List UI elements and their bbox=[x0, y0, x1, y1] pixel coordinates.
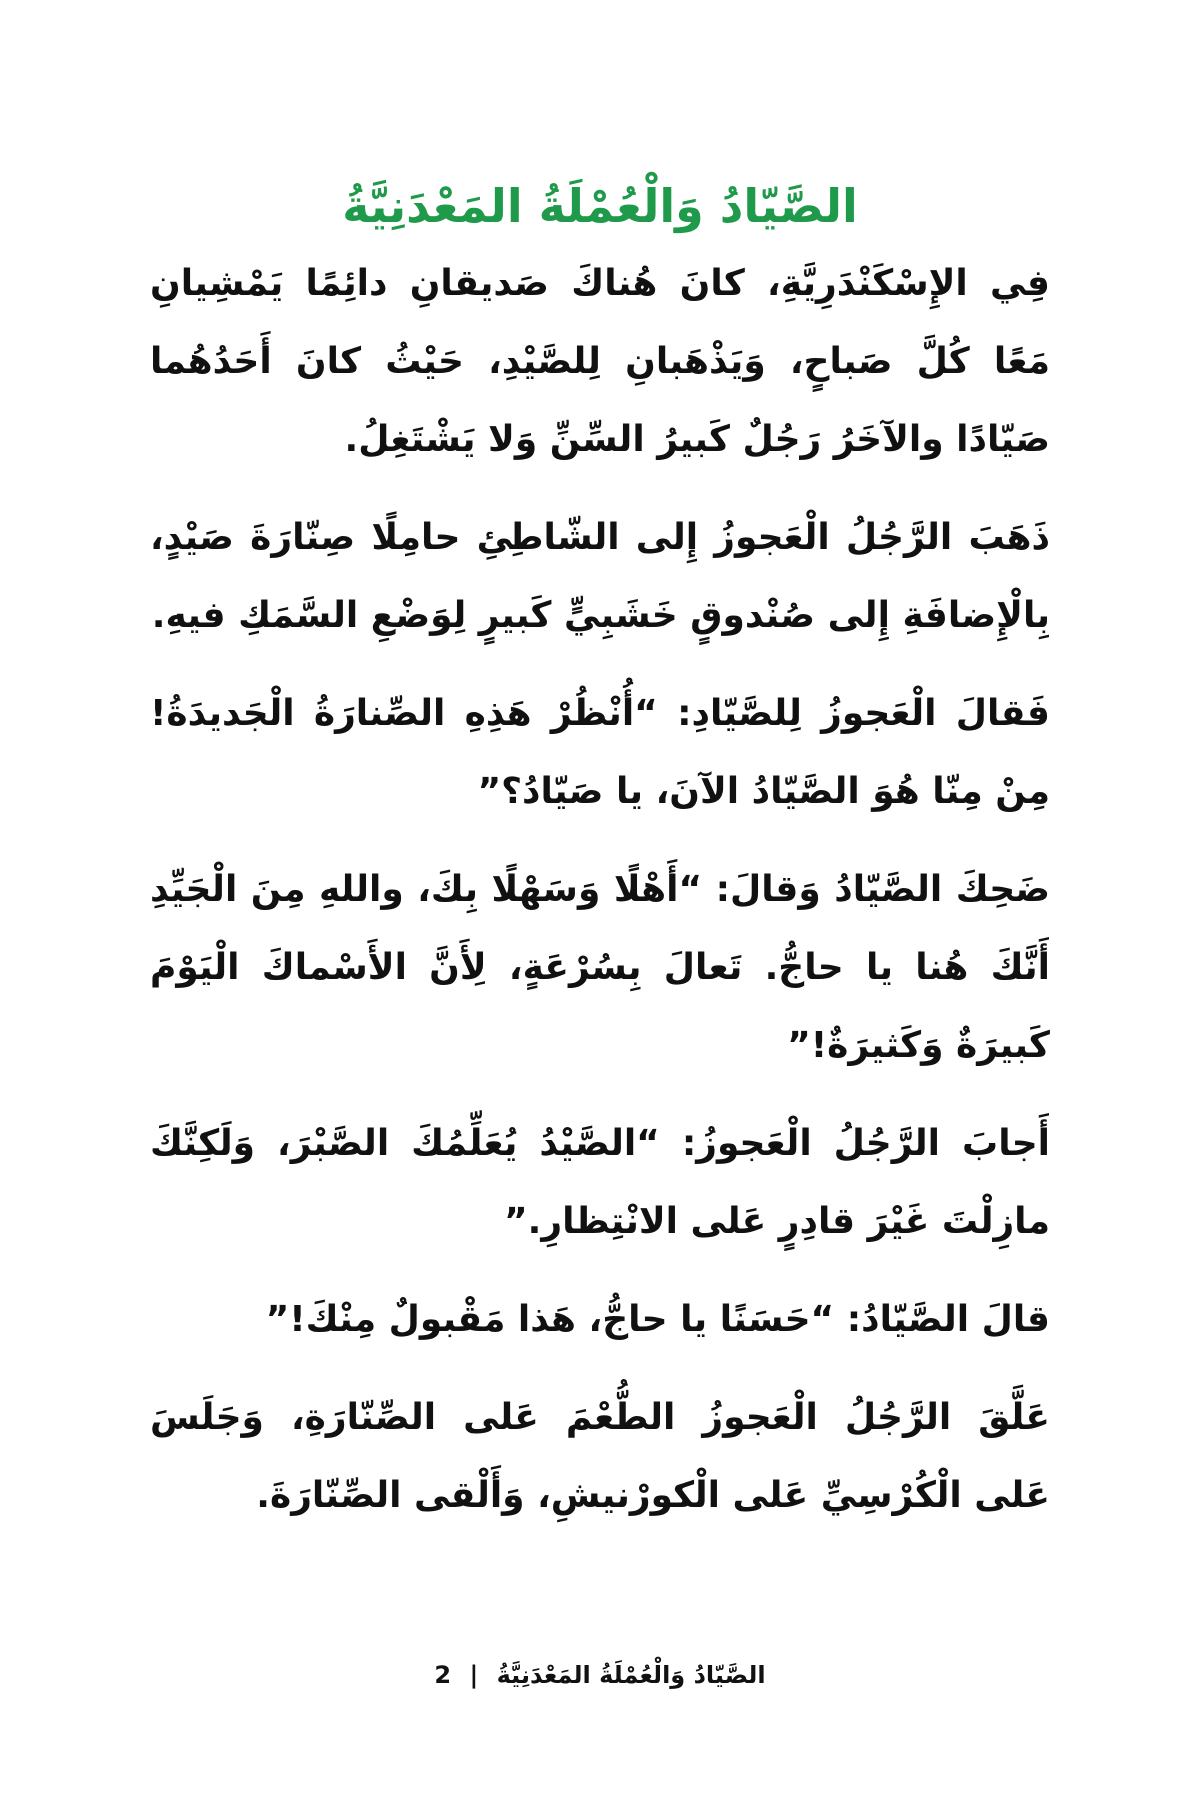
paragraph-4: ضَحِكَ الصَّيّادُ وَقالَ: “أَهْلًا وَسَهْلًا بِكَ، واللهِ مِنَ الْجَيِّدِ أَنَّكَ هُنا يا حاجُّ. تَعالَ بِسُرْعَةٍ، لِأَنَّ الأَسْماكَ الْيَوْمَ كَبيرَةٌ وَكَثيرَةٌ!” bbox=[150, 869, 1050, 1066]
paragraph-7: عَلَّقَ الرَّجُلُ الْعَجوزُ الطُّعْمَ عَلى الصِّنّارَةِ، وَجَلَسَ عَلى الْكُرْسِيِّ عَلى الْكورْنيشِ، وَأَلْقى الصِّنّارَةَ. bbox=[150, 1397, 1050, 1516]
page-footer bbox=[0, 1655, 1200, 1695]
footer-separator: | bbox=[469, 1661, 479, 1689]
page-number: 2 bbox=[434, 1661, 452, 1689]
story-text bbox=[150, 245, 1050, 1555]
paragraph-5: أَجابَ الرَّجُلُ الْعَجوزُ: “الصَّيْدُ يُعَلِّمُكَ الصَّبْرَ، وَلَكِنَّكَ مازِلْتَ غَيْرَ قادِرٍ عَلى الانْتِظارِ.” bbox=[150, 1123, 1050, 1242]
paragraph-6: قالَ الصَّيّادُ: “حَسَنًا يا حاجُّ، هَذا مَقْبولٌ مِنْكَ!” bbox=[265, 1299, 1050, 1340]
paragraph-2: ذَهَبَ الرَّجُلُ الْعَجوزُ إِلى الشّاطِئِ حامِلًا صِنّارَةَ صَيْدٍ، بِالْإِضافَةِ إِلى صُنْدوقٍ خَشَبِيٍّ كَبيرٍ لِوَضْعِ السَّمَكِ فيهِ. bbox=[150, 517, 1050, 636]
footer-title: الصَّيّادُ وَالْعُمْلَةُ المَعْدَنِيَّةُ bbox=[496, 1661, 766, 1689]
paragraph-3: فَقالَ الْعَجوزُ لِلصَّيّادِ: “أُنْظُرْ هَذِهِ الصِّنارَةُ الْجَديدَةُ! مِنْ مِنّا هُوَ الصَّيّادُ الآنَ، يا صَيّادُ؟” bbox=[150, 693, 1050, 812]
paragraph-1: فِي الإِسْكَنْدَرِيَّةِ، كانَ هُناكَ صَديقانِ دائِمًا يَمْشِيانِ مَعًا كُلَّ صَباحٍ، وَيَذْهَبانِ لِلصَّيْدِ، حَيْثُ كانَ أَحَدُهُما صَيّادًا والآخَرُ رَجُلٌ كَبيرُ السِّنِّ وَلا يَشْتَغِلُ. bbox=[150, 263, 1050, 460]
page-title: الصَّيّادُ وَالْعُمْلَةُ المَعْدَنِيَّةُ bbox=[342, 178, 858, 233]
